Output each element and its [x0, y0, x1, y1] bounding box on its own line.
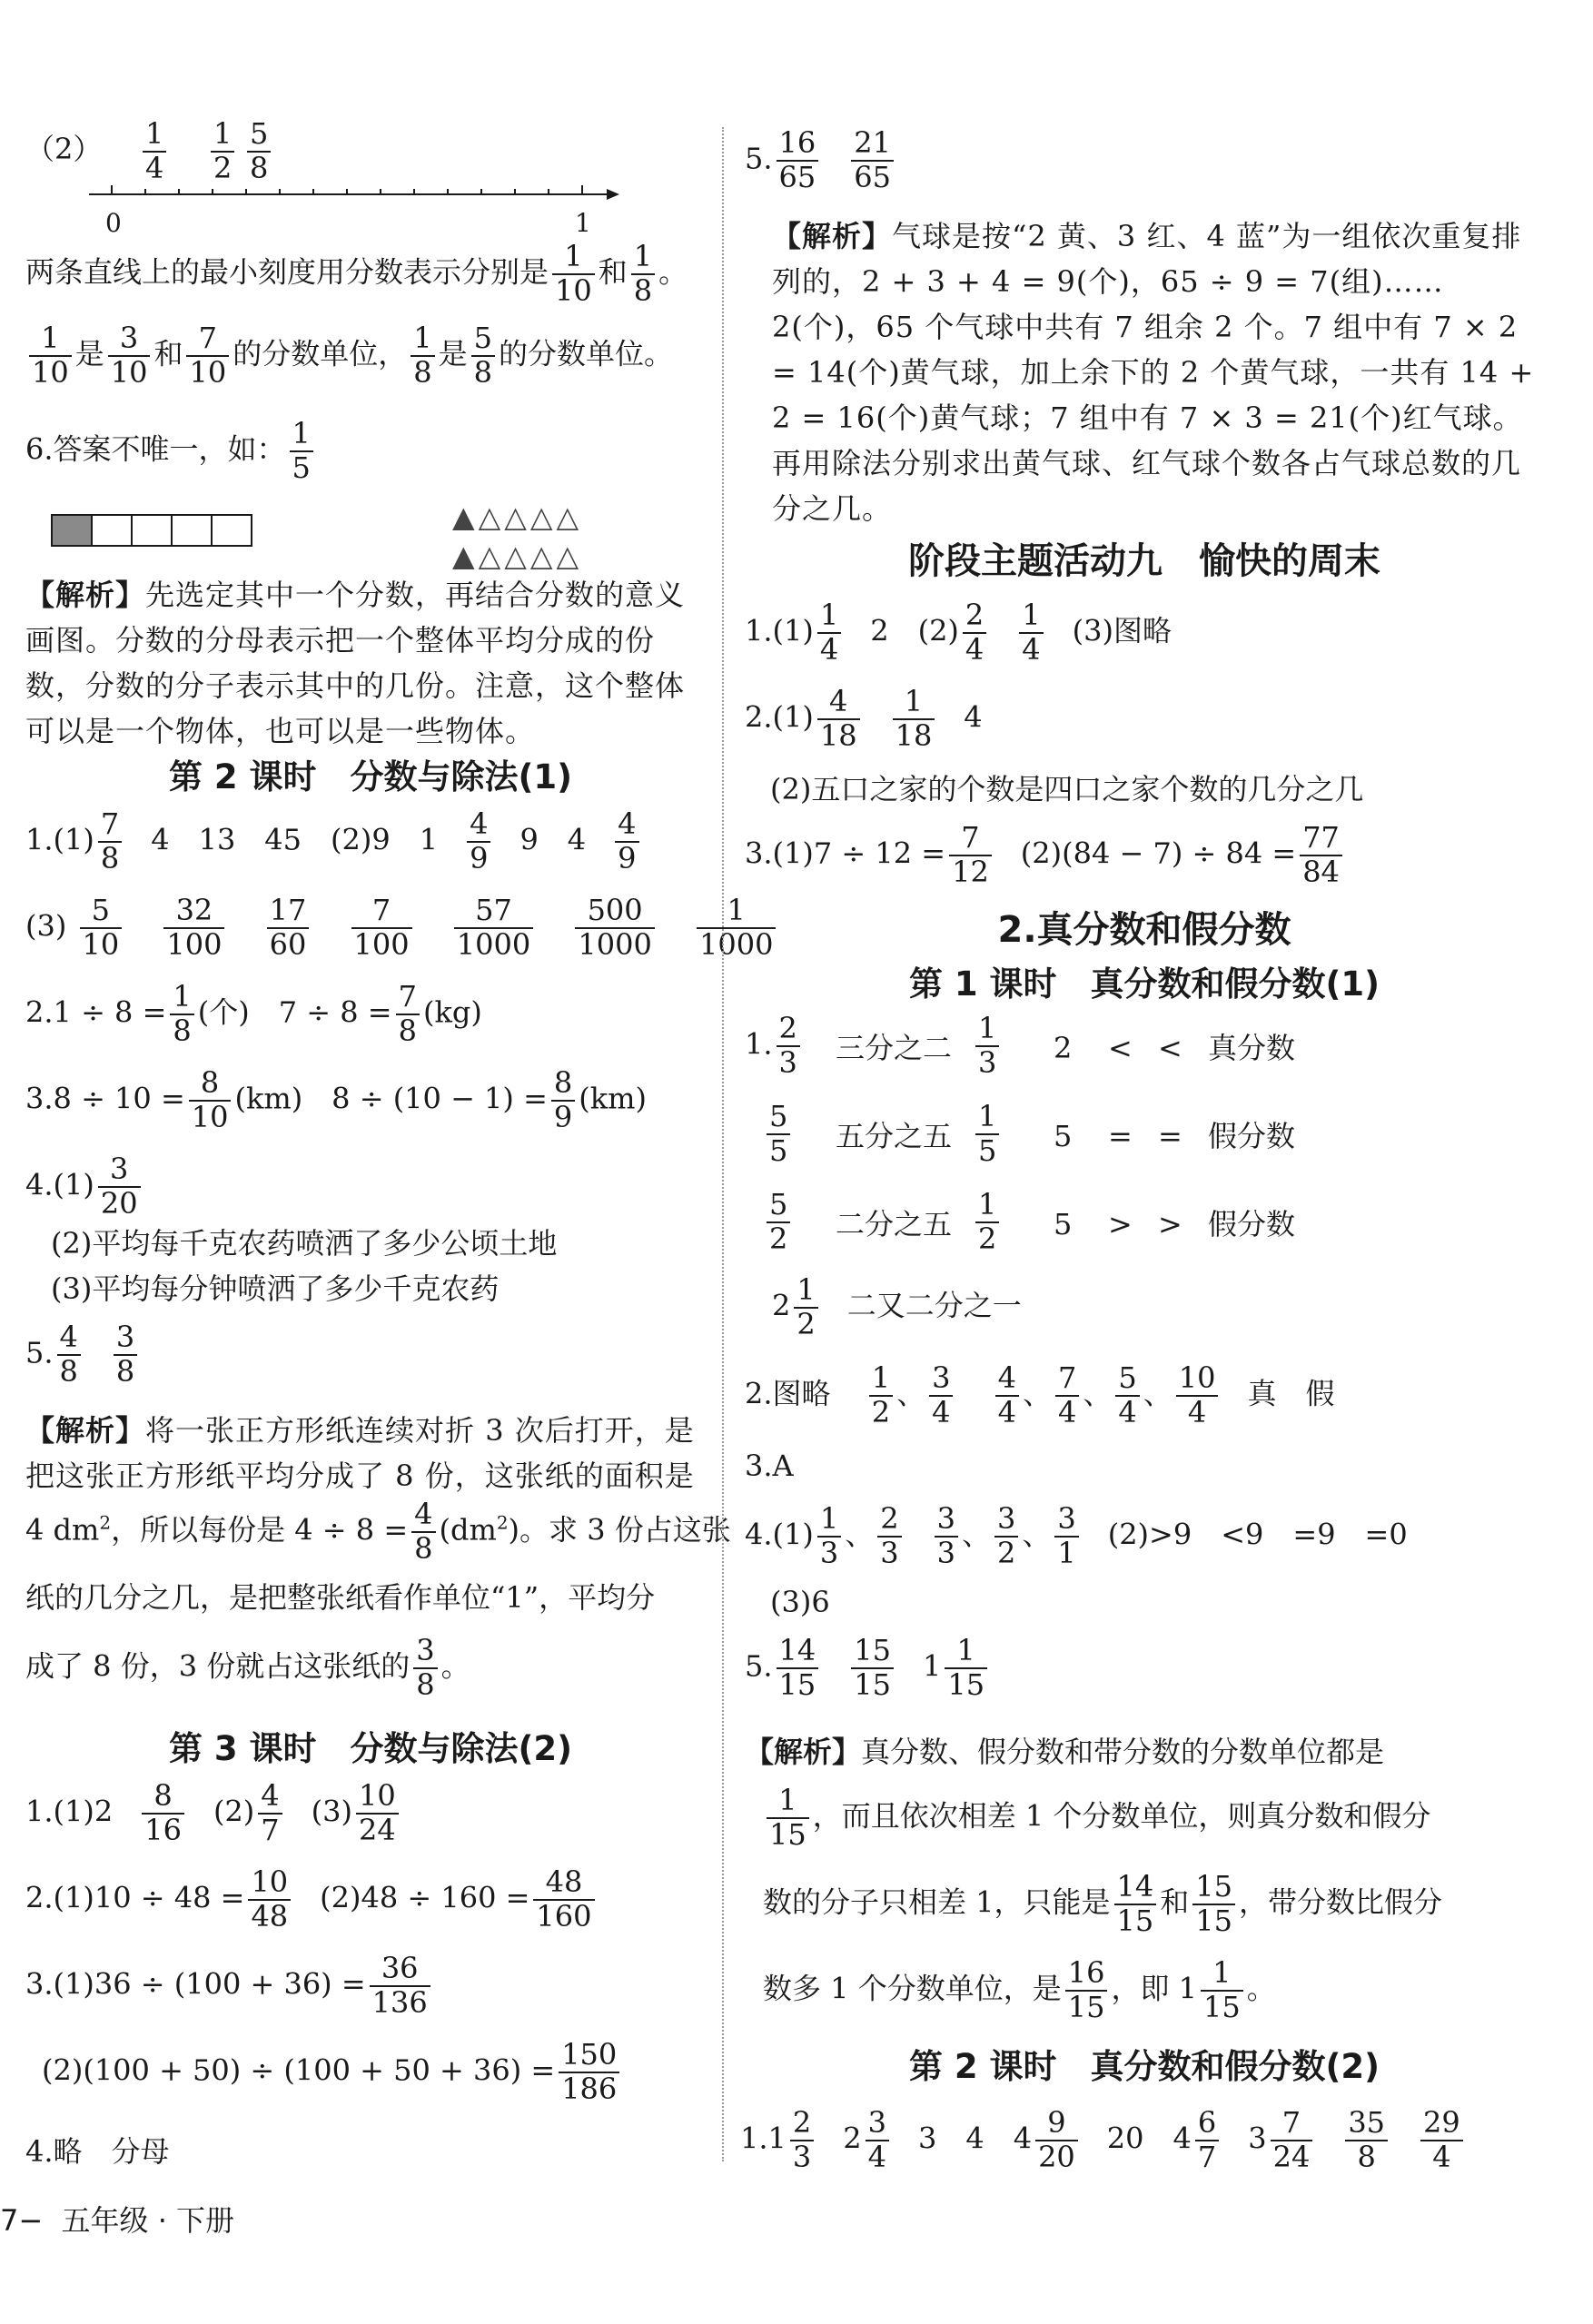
- fraction-unit-line: $\frac{1}{10}$ 是 $\frac{3}{10}$ 和 $\frac{7}{10}$ 的分数单位， $\frac{1}{8}$ 是 $\frac{5}{8}$ 的分数单位。: [25, 322, 673, 390]
- explanation-2c: 纸的几分之几，是把整张纸看作单位“1”，平均分: [25, 1580, 656, 1615]
- e-answer-1-row-3: $\frac{5}{2}$: [763, 1189, 794, 1256]
- g-answer-1: 1.1 $\frac{2}{3}$ 2 $\frac{3}{4}$ 3 4 4 $\frac{9}{20}$ 20 4 $\frac{6}{7}$ 3 $\frac{7}{24}$ $\frac{35}{8}$ $\frac{29}{4}$: [740, 2107, 1467, 2174]
- heading-lesson-2: 第 2 课时 分数与除法(1): [168, 757, 573, 796]
- explanation-1: 【解析】先选定其中一个分数，再结合分数的意义画图。分数的分母表示把一个整体平均分成的份数，分数的分子表示其中的几份。注意，这个整体可以是一个物体，也可以是一些物体。: [25, 578, 686, 748]
- nl-frac-1-2: $\frac{1}{2}$: [207, 118, 238, 185]
- triangles-row-1: ▲△△△△: [452, 499, 583, 534]
- d-answer-1: 1.(1) $\frac{1}{4}$ 2 (2) $\frac{2}{4}$ $\frac{1}{4}$ (3)图略: [745, 598, 1172, 667]
- b-answer-3: 3.(1)36 ÷ (100 + 36) = $\frac{36}{136}$: [25, 1953, 434, 2020]
- number-line: [62, 183, 643, 220]
- nl-frac-5-8: $\frac{5}{8}$: [243, 118, 274, 185]
- c-answer-5: 5. $\frac{16}{65}$ $\frac{21}{65}$: [745, 127, 897, 194]
- e-answer-1-row-1: 1. $\frac{2}{3}$: [745, 1013, 804, 1080]
- b-answer-1: 1.(1)2 $\frac{8}{16}$ (2) $\frac{4}{7}$ (3) $\frac{10}{24}$: [25, 1780, 402, 1847]
- d-answer-3: 3.(1)7 ÷ 12 = $\frac{7}{12}$ (2)(84 − 7) ÷ 84 = $\frac{77}{84}$: [745, 822, 1346, 889]
- explanation-2a: 【解析】将一张正方形纸连续对折 3 次后打开，是把这张正方形纸平均分成了 8 份，这张纸的面积是: [25, 1413, 695, 1493]
- b-answer-3-2: (2)(100 + 50) ÷ (100 + 50 + 36) = $\frac{150}{186}$: [42, 2039, 623, 2106]
- e-answer-1-row-2: $\frac{5}{5}$: [763, 1101, 794, 1168]
- d-answer-2-2: (2)五口之家的个数是四口之家个数的几分之几: [770, 772, 1364, 806]
- nl-tick-0: 0: [105, 208, 122, 238]
- e-answer-3: 3.A: [745, 1449, 794, 1483]
- answer-2: 2.1 ÷ 8 = $\frac{1}{8}$ (个) 7 ÷ 8 = $\frac{7}{8}$ (kg): [25, 979, 482, 1048]
- heading-lesson-3: 第 3 课时 分数与除法(2): [168, 1729, 573, 1768]
- answer-4-3: (3)平均每分钟喷洒了多少千克农药: [51, 1271, 500, 1306]
- answer-1: 1.(1) $\frac{7}{8}$ 4 13 45 (2)9 1 $\frac{4}{9}$ 9 4 $\frac{4}{9}$: [25, 808, 643, 875]
- heading-lesson-1: 第 1 课时 真分数和假分数(1): [908, 964, 1380, 1004]
- explanation-4c: 数的分子只相差 1，只能是 $\frac{14}{15}$ 和 $\frac{15}{15}$ ，带分数比假分: [763, 1869, 1443, 1938]
- b-answer-2: 2.(1)10 ÷ 48 = $\frac{10}{48}$ (2)48 ÷ 160 = $\frac{48}{160}$: [25, 1866, 599, 1933]
- mixed-number-row: 2 $\frac{1}{2}$ 二又二分之一: [772, 1272, 1022, 1341]
- e-answer-4: 4.(1) $\frac{1}{3}$ 、 $\frac{2}{3}$ $\frac{3}{3}$ 、 $\frac{3}{2}$ 、 $\frac{3}{1}$ (2)>9 <9 =9 =0: [745, 1501, 1408, 1570]
- page-footer: 7− 五年级 · 下册: [0, 2203, 235, 2238]
- triangles-row-2: ▲△△△△: [452, 539, 583, 573]
- answer-4-2: (2)平均每千克农药喷洒了多少公顷土地: [51, 1226, 558, 1261]
- answer-4: 4.(1) $\frac{3}{20}$: [25, 1153, 144, 1221]
- heading-lesson-2b: 第 2 课时 真分数和假分数(2): [908, 2047, 1380, 2086]
- number-line-label: （2）: [25, 132, 103, 166]
- heading-activity-9: 阶段主题活动九 愉快的周末: [908, 540, 1380, 582]
- heading-section-2: 2.真分数和假分数: [997, 909, 1291, 951]
- bar-diagram: [51, 513, 260, 549]
- nl-frac-1-4: $\frac{1}{4}$: [139, 118, 170, 185]
- explanation-4b: $\frac{1}{15}$ ，而且依次相差 1 个分数单位，则真分数和假分: [763, 1785, 1430, 1852]
- e-answer-5: 5. $\frac{14}{15}$ $\frac{15}{15}$ 1 $\frac{1}{15}$: [745, 1635, 991, 1702]
- d-answer-2: 2.(1) $\frac{4}{18}$ $\frac{1}{18}$ 4: [745, 684, 983, 753]
- explanation-2b: 4 $dm^2$，所以每份是 4 ÷ 8 = $\frac{4}{8}$ $(dm^2)$。求 3 份占这张: [25, 1497, 731, 1566]
- answer-3: 3.8 ÷ 10 = $\frac{8}{10}$ (km) 8 ÷ (10 − 1) = $\frac{8}{9}$ (km): [25, 1065, 647, 1134]
- b-answer-4: 4.略 分母: [25, 2134, 170, 2169]
- smallest-scale-line: 两条直线上的最小刻度用分数表示分别是 $\frac{1}{10}$ 和 $\frac{1}{8}$ 。: [25, 239, 688, 308]
- answer-1-3: (3) $\frac{5}{10}$ $\frac{32}{100}$ $\frac{17}{60}$ $\frac{7}{100}$ $\frac{57}{1000}$ $\frac{500}{1000}$ $\frac{1}{1000}$: [25, 895, 779, 962]
- column-divider: [722, 127, 724, 2161]
- e-answer-2: 2.图略 $\frac{1}{2}$ 、 $\frac{3}{4}$ $\frac{4}{4}$ 、 $\frac{7}{4}$ 、 $\frac{5}{4}$ 、 $\frac{10}{4}$ 真 假: [745, 1360, 1335, 1429]
- nl-tick-1: 1: [575, 208, 591, 238]
- answer-5: 5. $\frac{4}{8}$ $\frac{3}{8}$: [25, 1321, 141, 1389]
- explanation-4a: 【解析】真分数、假分数和带分数的分数单位都是: [745, 1735, 1385, 1769]
- explanation-2d: 成了 8 份，3 份就占这张纸的 $\frac{3}{8}$ 。: [25, 1633, 470, 1702]
- answer-6: 6.答案不唯一，如： $\frac{1}{5}$: [25, 418, 317, 485]
- explanation-3: 【解析】气球是按“2 黄、3 红、4 蓝”为一组依次重复排列的，2 + 3 + 4 = 9(个)，65 ÷ 9 = 7(组)……2(个)，65 个气球中共有 7 组余 2 个。7 组中有 7 × 2 = 14(个)黄气球，加上余下的 2 个黄气球，一共有 14 + 2 = 16(个)黄气球；7 组中有 7 × 3 = 21(个)红气球。再用除法分别求出黄气球、红气球个数各占气球总数的几分之几。: [772, 219, 1535, 526]
- explanation-4d: 数多 1 个分数单位，是 $\frac{16}{15}$ ，即 1 $\frac{1}{15}$ 。: [763, 1955, 1276, 2024]
- e-answer-4-3: (3)6: [770, 1585, 830, 1619]
